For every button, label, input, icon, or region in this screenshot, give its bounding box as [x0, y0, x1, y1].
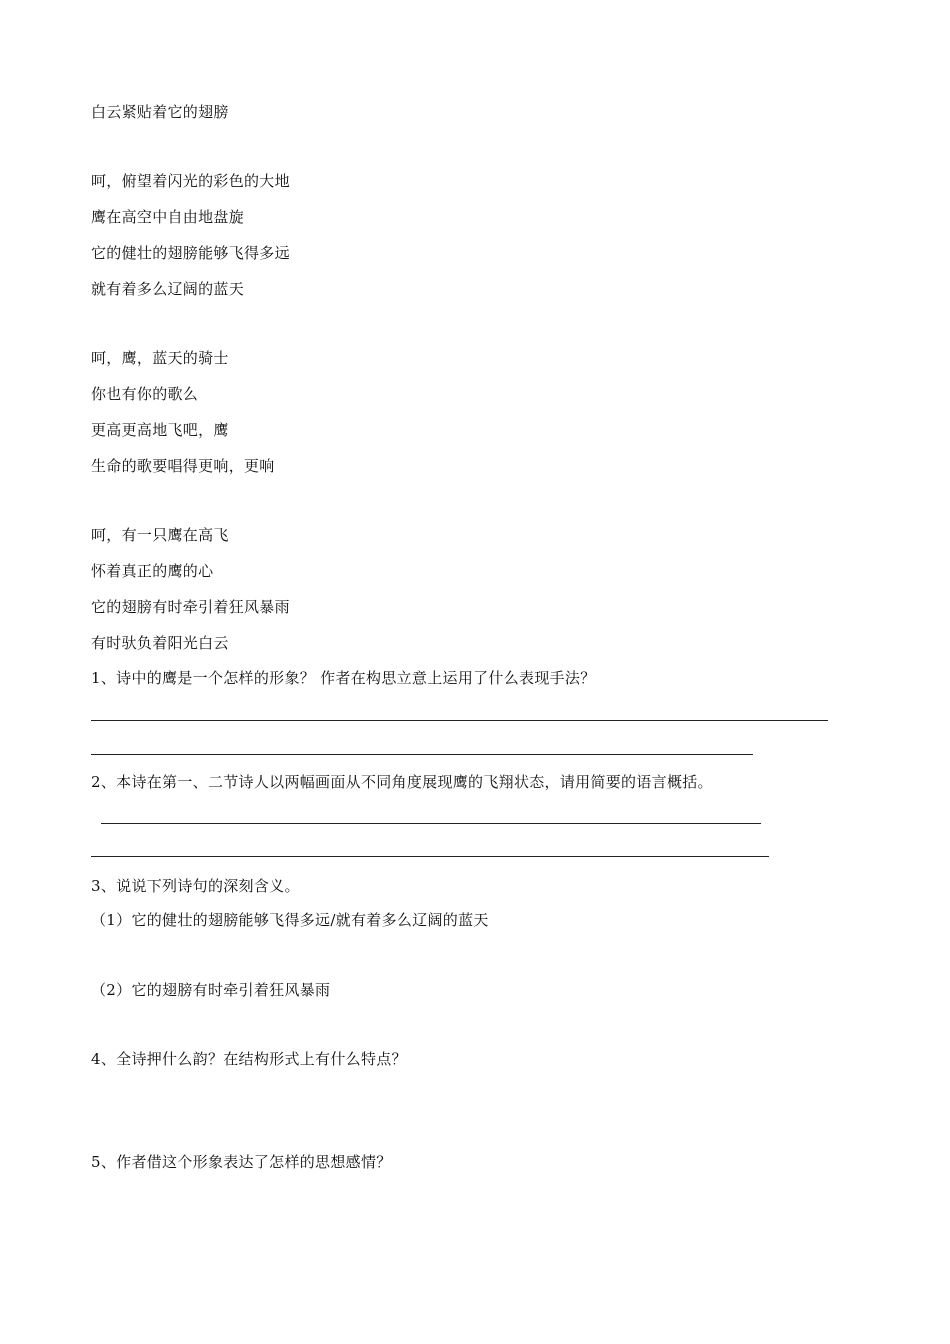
poem-line: 它的健壮的翅膀能够飞得多远 — [91, 244, 290, 262]
poem-line: 鹰在高空中自由地盘旋 — [91, 208, 245, 226]
poem-line: 它的翅膀有时牵引着狂风暴雨 — [91, 598, 290, 616]
question-1: 1、诗中的鹰是一个怎样的形象？ 作者在构思立意上运用了什么表现手法？ — [91, 669, 596, 687]
question-4: 4、全诗押什么韵？在结构形式上有什么特点？ — [91, 1050, 407, 1068]
poem-line: 生命的歌要唱得更响，更响 — [91, 457, 275, 475]
poem-line: 更高更高地飞吧，鹰 — [91, 421, 229, 439]
answer-line[interactable] — [91, 720, 828, 721]
answer-line[interactable] — [91, 754, 753, 755]
question-5: 5、作者借这个形象表达了怎样的思想感情？ — [91, 1153, 392, 1171]
answer-line[interactable] — [101, 823, 761, 824]
question-2: 2、本诗在第一、二节诗人以两幅画面从不同角度展现鹰的飞翔状态，请用简要的语言概括。 — [91, 773, 713, 791]
poem-line: 呵，有一只鹰在高飞 — [91, 526, 229, 544]
poem-line: 呵，俯望着闪光的彩色的大地 — [91, 172, 290, 190]
poem-line: 就有着多么辽阔的蓝天 — [91, 280, 245, 298]
poem-line: 有时驮负着阳光白云 — [91, 634, 229, 652]
question-3-2: （2）它的翅膀有时牵引着狂风暴雨 — [91, 981, 331, 999]
poem-line: 白云紧贴着它的翅膀 — [91, 103, 229, 121]
poem-line: 怀着真正的鹰的心 — [91, 562, 214, 580]
answer-line[interactable] — [91, 856, 769, 857]
poem-line: 呵，鹰，蓝天的骑士 — [91, 349, 229, 367]
poem-line: 你也有你的歌么 — [91, 385, 199, 403]
question-3-1: （1）它的健壮的翅膀能够飞得多远/就有着多么辽阔的蓝天 — [91, 911, 489, 929]
question-3: 3、说说下列诗句的深刻含义。 — [91, 877, 300, 895]
